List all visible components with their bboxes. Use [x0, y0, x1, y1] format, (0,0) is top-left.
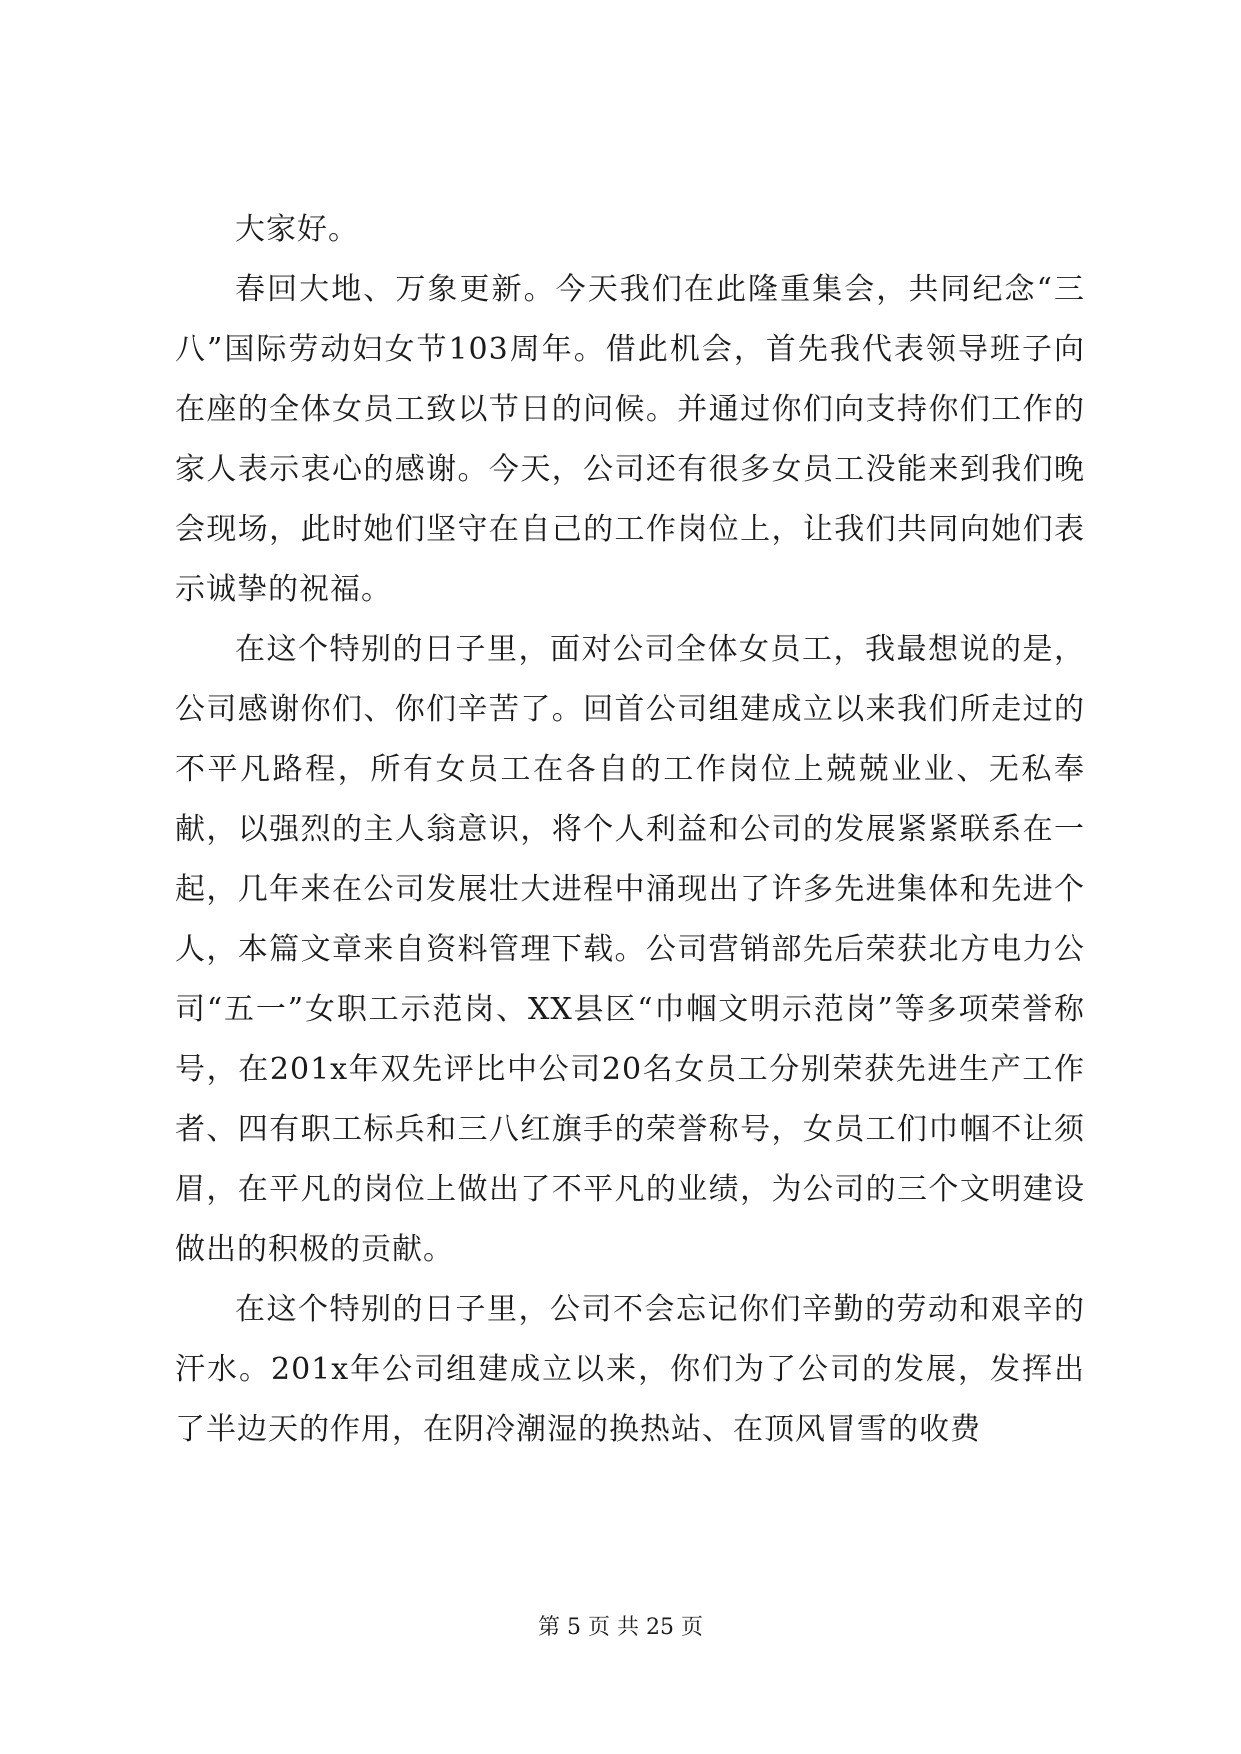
page-number-footer: 第 5 页 共 25 页	[538, 1615, 703, 1640]
paragraph-recognition: 在这个特别的日子里，公司不会忘记你们辛勤的劳动和艰辛的汗水。201x年公司组建成立以来，你们为了公司的发展，发挥出了半边天的作用，在阴冷潮湿的换热站、在顶风冒雪的收费	[175, 1292, 1085, 1447]
document-body	[175, 200, 1085, 1460]
paragraph-greeting: 大家好。	[235, 212, 359, 247]
paragraph-thanks: 在这个特别的日子里，面对公司全体女员工，我最想说的是，公司感谢你们、你们辛苦了。回首公司组建成立以来我们所走过的不平凡路程，所有女员工在各自的工作岗位上兢兢业业、无私奉献，以强烈的主人翁意识，将个人利益和公司的发展紧紧联系在一起，几年来在公司发展壮大进程中涌现出了许多先进集体和先进个人，本篇文章来自资料管理下载。公司营销部先后荣获北方电力公司“五一”女职工示范岗、XX县区“巾帼文明示范岗”等多项荣誉称号，在201x年双先评比中公司20名女员工分别荣获先进生产工作者、四有职工标兵和三八红旗手的荣誉称号，女员工们巾帼不让须眉，在平凡的岗位上做出了不平凡的业绩，为公司的三个文明建设做出的积极的贡献。	[175, 632, 1085, 1267]
paragraph-opening: 春回大地、万象更新。今天我们在此隆重集会，共同纪念“三八”国际劳动妇女节103周年。借此机会，首先我代表领导班子向在座的全体女员工致以节日的问候。并通过你们向支持你们工作的家人表示衷心的感谢。今天，公司还有很多女员工没能来到我们晚会现场，此时她们坚守在自己的工作岗位上，让我们共同向她们表示诚挚的祝福。	[175, 272, 1085, 607]
